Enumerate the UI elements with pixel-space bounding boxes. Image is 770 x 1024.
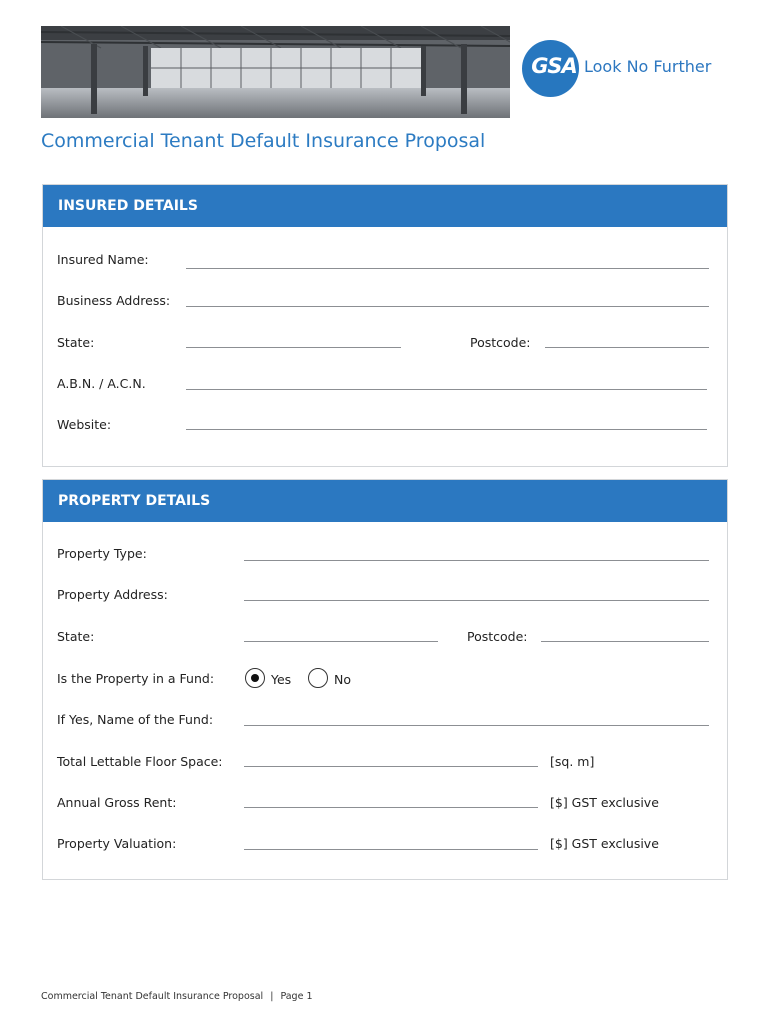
gross-rent-field[interactable] [244,807,538,808]
insured-name-field[interactable] [186,268,709,269]
website-field[interactable] [186,429,707,430]
abn-acn-field[interactable] [186,389,707,390]
insured-state-field[interactable] [186,347,401,348]
fund-yes-radio[interactable] [245,668,265,688]
insured-details-section [42,184,728,467]
business-address-label: Business Address: [57,293,171,308]
valuation-field[interactable] [244,849,538,850]
insured-state-label: State: [57,335,95,350]
property-type-field[interactable] [244,560,709,561]
warehouse-photo [41,26,510,118]
valuation-label: Property Valuation: [57,836,177,851]
insured-details-heading: INSURED DETAILS [43,185,727,227]
property-type-label: Property Type: [57,546,147,561]
footer-separator: | [270,991,274,1002]
logo-tagline: Look No Further [584,57,712,76]
floor-space-unit: [sq. m] [550,754,595,769]
page-footer [41,991,313,1002]
logo-wordmark: GSA [531,54,577,78]
floor-space-label: Total Lettable Floor Space: [57,754,223,769]
property-address-label: Property Address: [57,587,168,602]
document-title: Commercial Tenant Default Insurance Proposal [41,130,486,152]
property-postcode-field[interactable] [541,641,709,642]
footer-page-number: Page 1 [280,991,313,1002]
abn-acn-label: A.B.N. / A.C.N. [57,376,146,391]
insured-postcode-field[interactable] [545,347,709,348]
gross-rent-unit: [$] GST exclusive [550,795,659,810]
fund-name-label: If Yes, Name of the Fund: [57,712,214,727]
fund-no-label: No [334,672,351,687]
floor-space-field[interactable] [244,766,538,767]
property-state-field[interactable] [244,641,438,642]
fund-no-radio[interactable] [308,668,328,688]
fund-yes-label: Yes [271,672,292,687]
radio-selected-dot [251,674,259,682]
footer-document-name: Commercial Tenant Default Insurance Proposal [41,991,264,1002]
insured-postcode-label: Postcode: [470,335,531,350]
gross-rent-label: Annual Gross Rent: [57,795,177,810]
in-fund-label: Is the Property in a Fund: [57,671,215,686]
property-state-label: State: [57,629,95,644]
property-details-heading: PROPERTY DETAILS [43,480,727,522]
property-address-field[interactable] [244,600,709,601]
valuation-unit: [$] GST exclusive [550,836,659,851]
fund-name-field[interactable] [244,725,709,726]
gsa-logo [522,40,722,100]
insured-name-label: Insured Name: [57,252,149,267]
website-label: Website: [57,417,112,432]
property-postcode-label: Postcode: [467,629,528,644]
header-banner-image [41,26,510,118]
business-address-field[interactable] [186,306,709,307]
